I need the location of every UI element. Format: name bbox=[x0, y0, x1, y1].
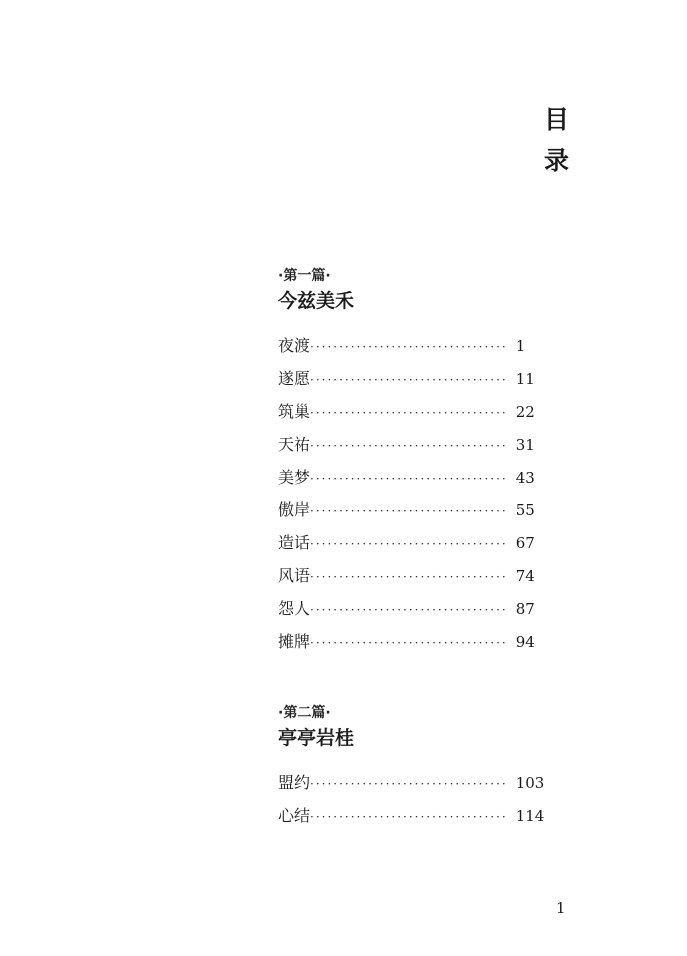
toc-entry[interactable] bbox=[278, 599, 535, 632]
entry-page: 94 bbox=[515, 633, 535, 652]
toc-list bbox=[278, 773, 545, 839]
toc-title-char-2: 录 bbox=[544, 146, 570, 175]
toc-entry[interactable] bbox=[278, 336, 526, 369]
toc-entry[interactable] bbox=[278, 401, 535, 435]
entry-page: 67 bbox=[515, 534, 535, 553]
entry-page: 31 bbox=[515, 435, 535, 454]
entry-page: 43 bbox=[515, 468, 535, 487]
toc-entry[interactable] bbox=[278, 467, 535, 501]
entry-name: 风语 bbox=[278, 566, 311, 586]
leader-dots: ·································· bbox=[310, 438, 508, 453]
toc-entry[interactable] bbox=[278, 434, 535, 468]
toc-list bbox=[278, 336, 535, 665]
entry-name: 筑巢 bbox=[278, 401, 311, 421]
toc-entry[interactable] bbox=[278, 773, 545, 806]
leader-dots: ·································· bbox=[310, 809, 508, 824]
toc-entry[interactable] bbox=[278, 368, 535, 402]
entry-name: 盟约 bbox=[278, 773, 311, 792]
leader-dots: ·································· bbox=[310, 570, 508, 585]
leader-dots: ·································· bbox=[310, 504, 508, 519]
entry-page: 1 bbox=[515, 337, 526, 355]
entry-page: 55 bbox=[515, 501, 535, 520]
entry-name: 美梦 bbox=[278, 467, 311, 487]
entry-name: 遂愿 bbox=[278, 368, 311, 388]
toc-entry[interactable] bbox=[278, 533, 535, 566]
leader-dots: ·································· bbox=[310, 471, 508, 486]
leader-dots: ·································· bbox=[310, 405, 508, 420]
part-label: ·第一篇· bbox=[278, 268, 331, 284]
toc-entry[interactable] bbox=[278, 500, 535, 533]
part-title: 今兹美禾 bbox=[278, 290, 355, 312]
leader-dots: ·································· bbox=[310, 636, 508, 651]
toc-entry[interactable] bbox=[278, 632, 535, 665]
entry-page: 114 bbox=[515, 806, 545, 825]
leader-dots: ·································· bbox=[310, 777, 508, 791]
entry-name: 天祐 bbox=[278, 434, 311, 454]
entry-name: 造话 bbox=[278, 533, 311, 553]
toc-entry[interactable] bbox=[278, 566, 535, 599]
leader-dots: ·································· bbox=[310, 603, 508, 618]
toc-entry[interactable] bbox=[278, 805, 545, 839]
leader-dots: ·································· bbox=[310, 340, 508, 354]
leader-dots: ·································· bbox=[310, 372, 508, 387]
entry-page: 87 bbox=[515, 600, 535, 619]
entry-name: 怨人 bbox=[278, 599, 311, 619]
entry-page: 22 bbox=[515, 402, 535, 421]
entry-page: 11 bbox=[515, 369, 535, 388]
part-two bbox=[278, 705, 545, 839]
entry-page: 103 bbox=[515, 774, 545, 792]
entry-name: 心结 bbox=[278, 805, 311, 825]
page-number: 1 bbox=[556, 899, 566, 917]
entry-name: 夜渡 bbox=[278, 336, 311, 355]
entry-page: 74 bbox=[515, 567, 535, 586]
part-one bbox=[278, 268, 535, 665]
leader-dots: ·································· bbox=[310, 537, 508, 552]
entry-name: 摊牌 bbox=[278, 632, 311, 652]
part-title: 亭亭岩桂 bbox=[278, 727, 355, 749]
toc-title-char-1: 目 bbox=[544, 105, 570, 134]
entry-name: 傲岸 bbox=[278, 500, 311, 520]
part-label: ·第二篇· bbox=[278, 705, 331, 721]
